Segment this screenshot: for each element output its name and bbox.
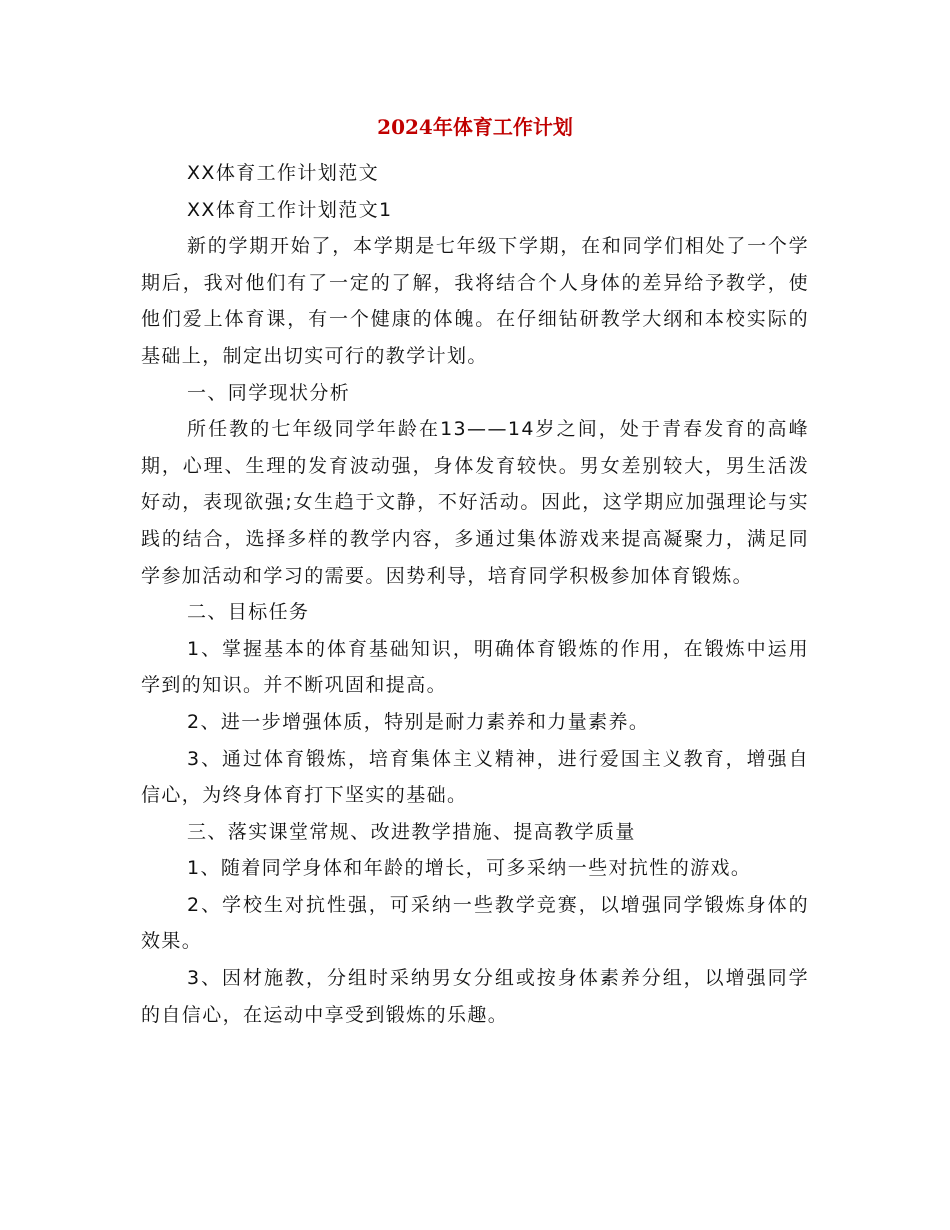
section-heading-2: 二、目标任务 bbox=[187, 601, 310, 624]
list-item-measure-3: 3、因材施教，分组时采纳男女分组或按身体素养分组，以增强同学的自信心，在运动中享受到锻炼的乐趣。 bbox=[141, 967, 809, 1026]
document-body bbox=[141, 155, 809, 1033]
list-item-measure-1: 1、随着同学身体和年龄的增长，可多采纳一些对抗性的游戏。 bbox=[187, 857, 752, 880]
paragraph-analysis: 所任教的七年级同学年龄在13——14岁之间，处于青春发育的高峰期，心理、生理的发育波动强，身体发育较快。男女差别较大，男生活泼好动，表现欲强;女生趋于文静，不好活动。因此，这学期应加强理论与实践的结合，选择多样的教学内容，多通过集体游戏来提高凝聚力，满足同学参加活动和学习的需要。因势利导，培育同学积极参加体育锻炼。 bbox=[141, 418, 809, 587]
paragraph-subtitle-1: XX体育工作计划范文1 bbox=[187, 198, 393, 221]
paragraph-intro: 新的学期开始了，本学期是七年级下学期，在和同学们相处了一个学期后，我对他们有了一定的了解，我将结合个人身体的差异给予教学，使他们爱上体育课，有一个健康的体魄。在仔细钻研教学大纲和本校实际的基础上，制定出切实可行的教学计划。 bbox=[141, 235, 809, 367]
document-title: 2024年体育工作计划 bbox=[377, 115, 573, 139]
paragraph-subtitle: XX体育工作计划范文 bbox=[187, 162, 380, 184]
list-item-goal-2: 2、进一步增强体质，特别是耐力素养和力量素养。 bbox=[187, 710, 650, 733]
list-item-goal-3: 3、通过体育锻炼，培育集体主义精神，进行爱国主义教育，增强自信心，为终身体育打下坚实的基础。 bbox=[141, 747, 809, 807]
list-item-goal-1: 1、掌握基本的体育基础知识，明确体育锻炼的作用，在锻炼中运用学到的知识。并不断巩固和提高。 bbox=[141, 637, 809, 697]
section-heading-3: 三、落实课堂常规、改进教学措施、提高教学质量 bbox=[187, 820, 636, 843]
section-heading-1: 一、同学现状分析 bbox=[187, 381, 351, 404]
list-item-measure-2: 2、学校生对抗性强，可采纳一些教学竞赛，以增强同学锻炼身体的效果。 bbox=[141, 893, 809, 953]
